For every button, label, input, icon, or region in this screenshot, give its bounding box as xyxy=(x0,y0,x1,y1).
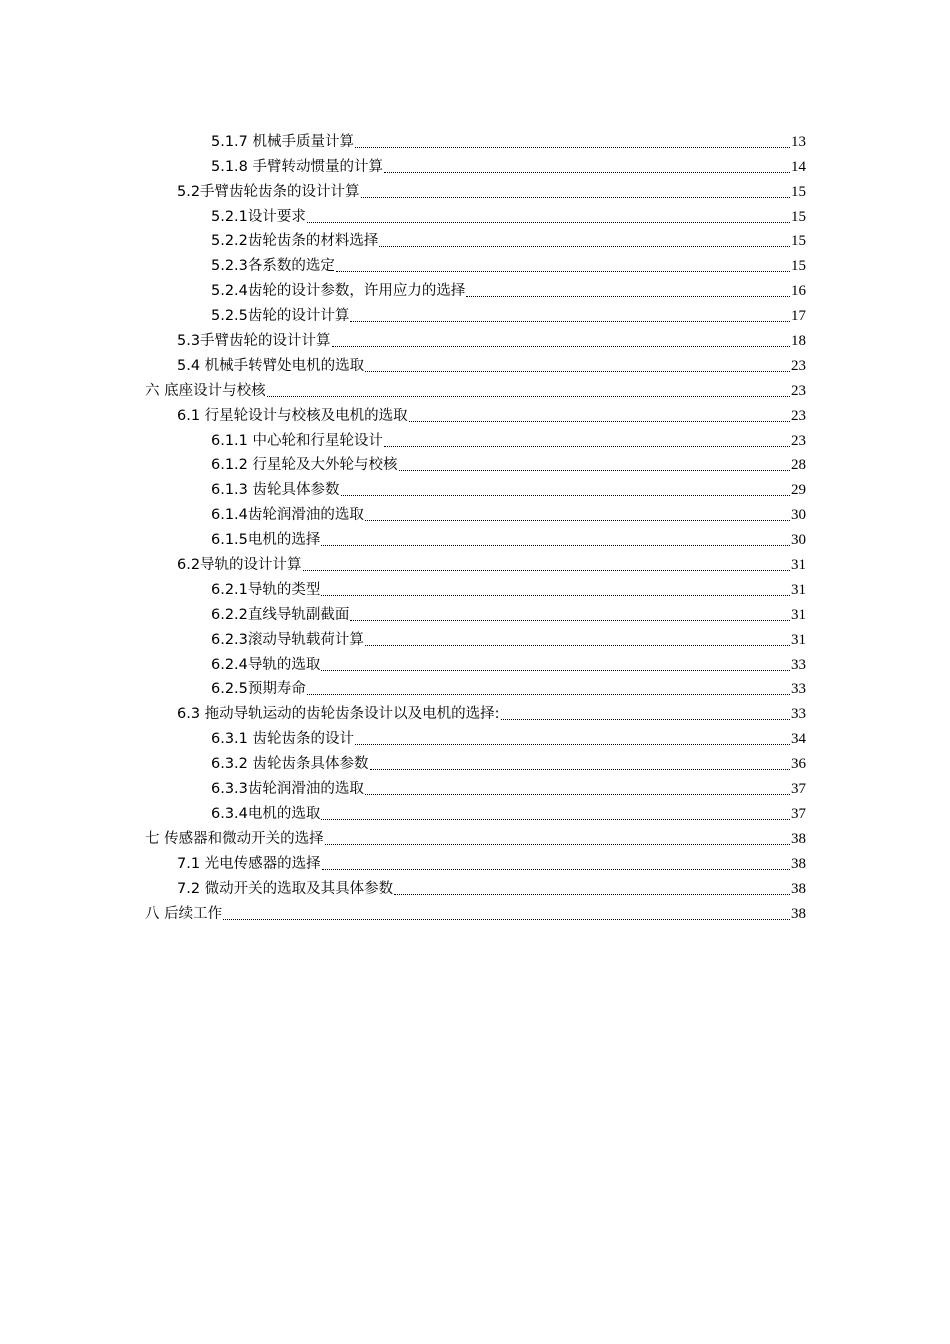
toc-entry-title: 6.2导轨的设计计算 xyxy=(177,557,302,574)
toc-entry-line xyxy=(211,748,806,773)
toc-page-number: 23 xyxy=(791,407,806,424)
toc-entry-line xyxy=(177,176,806,201)
toc-entry[interactable] xyxy=(0,499,950,524)
toc-entry-line xyxy=(211,773,806,798)
toc-page-number: 38 xyxy=(791,880,806,897)
toc-dot-leader xyxy=(332,346,790,347)
toc-entry[interactable] xyxy=(0,698,950,723)
toc-dot-leader xyxy=(365,794,790,795)
table-of-contents xyxy=(0,126,950,923)
toc-page-number: 23 xyxy=(791,432,806,449)
toc-page-number: 33 xyxy=(791,681,806,698)
toc-dot-leader xyxy=(466,296,790,297)
toc-entry-title: 5.2手臂齿轮齿条的设计计算 xyxy=(177,183,360,200)
toc-entry[interactable] xyxy=(0,450,950,475)
toc-dot-leader xyxy=(370,769,790,770)
toc-entry[interactable] xyxy=(0,350,950,375)
toc-entry-line xyxy=(211,599,806,624)
toc-dot-leader xyxy=(336,271,790,272)
toc-entry-line xyxy=(177,848,806,873)
toc-dot-leader xyxy=(365,371,790,372)
toc-dot-leader xyxy=(355,147,790,148)
toc-entry-line xyxy=(211,151,806,176)
toc-dot-leader xyxy=(355,744,790,745)
toc-entry-title: 5.4 机械手转臂处电机的选取 xyxy=(177,357,365,374)
toc-entry[interactable] xyxy=(0,425,950,450)
toc-dot-leader xyxy=(267,396,790,397)
toc-entry-title: 5.2.3各系数的选定 xyxy=(211,258,335,275)
toc-page-number: 38 xyxy=(791,830,806,847)
toc-page-number: 28 xyxy=(791,457,806,474)
toc-page-number: 37 xyxy=(791,781,806,798)
toc-entry[interactable] xyxy=(0,176,950,201)
toc-entry-title: 6.3.1 齿轮齿条的设计 xyxy=(211,731,355,748)
toc-entry-title: 七 传感器和微动开关的选择 xyxy=(145,830,324,847)
toc-entry[interactable] xyxy=(0,823,950,848)
toc-dot-leader xyxy=(350,620,790,621)
toc-page-number: 33 xyxy=(791,706,806,723)
toc-dot-leader xyxy=(365,520,790,521)
toc-page-number: 31 xyxy=(791,557,806,574)
toc-page-number: 13 xyxy=(791,133,806,150)
toc-entry[interactable] xyxy=(0,250,950,275)
toc-entry-title: 6.3.2 齿轮齿条具体参数 xyxy=(211,756,369,773)
toc-dot-leader xyxy=(361,197,790,198)
toc-entry-line xyxy=(211,300,806,325)
toc-entry[interactable] xyxy=(0,848,950,873)
toc-dot-leader xyxy=(321,670,790,671)
toc-entry-title: 6.1.3 齿轮具体参数 xyxy=(211,482,340,499)
toc-page-number: 33 xyxy=(791,656,806,673)
toc-entry-line xyxy=(211,425,806,450)
toc-entry-title: 6.1.1 中心轮和行星轮设计 xyxy=(211,432,384,449)
toc-entry[interactable] xyxy=(0,126,950,151)
toc-page-number: 31 xyxy=(791,581,806,598)
toc-entry-title: 6.2.1导轨的类型 xyxy=(211,581,321,598)
toc-entry-line xyxy=(177,400,806,425)
toc-entry-line xyxy=(211,524,806,549)
toc-dot-leader xyxy=(307,694,790,695)
toc-entry-title: 5.3手臂齿轮的设计计算 xyxy=(177,333,331,350)
toc-dot-leader xyxy=(223,919,790,920)
toc-entry-title: 八 后续工作 xyxy=(145,905,223,922)
toc-entry-line xyxy=(177,549,806,574)
toc-entry-title: 6.2.2直线导轨副截面 xyxy=(211,606,350,623)
toc-entry-title: 7.2 微动开关的选取及其具体参数 xyxy=(177,880,394,897)
toc-dot-leader xyxy=(501,719,790,720)
toc-entry-title: 5.1.8 手臂转动惯量的计算 xyxy=(211,158,384,175)
toc-entry-title: 6.3.4电机的选取 xyxy=(211,805,321,822)
toc-entry-line xyxy=(177,873,806,898)
toc-entry[interactable] xyxy=(0,798,950,823)
toc-entry-title: 6.1.2 行星轮及大外轮与校核 xyxy=(211,457,398,474)
toc-entry[interactable] xyxy=(0,226,950,251)
toc-dot-leader xyxy=(409,421,790,422)
toc-page-number: 36 xyxy=(791,756,806,773)
toc-page-number: 31 xyxy=(791,631,806,648)
toc-page-number: 23 xyxy=(791,382,806,399)
toc-dot-leader xyxy=(307,222,790,223)
toc-entry-line xyxy=(145,898,806,923)
toc-entry-title: 5.1.7 机械手质量计算 xyxy=(211,133,355,150)
toc-entry[interactable] xyxy=(0,275,950,300)
toc-entry-line xyxy=(211,450,806,475)
toc-entry[interactable] xyxy=(0,674,950,699)
toc-entry[interactable] xyxy=(0,873,950,898)
toc-entry[interactable] xyxy=(0,649,950,674)
toc-page-number: 34 xyxy=(791,731,806,748)
toc-entry-line xyxy=(211,126,806,151)
toc-entry[interactable] xyxy=(0,898,950,923)
toc-entry-title: 7.1 光电传感器的选择 xyxy=(177,855,321,872)
toc-page-number: 30 xyxy=(791,507,806,524)
toc-entry-line xyxy=(211,723,806,748)
toc-entry[interactable] xyxy=(0,574,950,599)
toc-dot-leader xyxy=(341,495,790,496)
toc-entry[interactable] xyxy=(0,300,950,325)
toc-entry-line xyxy=(211,474,806,499)
toc-page-number: 14 xyxy=(791,158,806,175)
toc-entry-line xyxy=(177,350,806,375)
toc-entry-line xyxy=(177,325,806,350)
toc-dot-leader xyxy=(384,172,790,173)
toc-entry[interactable] xyxy=(0,624,950,649)
toc-entry-title: 5.2.2齿轮齿条的材料选择 xyxy=(211,233,379,250)
toc-entry[interactable] xyxy=(0,599,950,624)
toc-entry-title: 6.2.4导轨的选取 xyxy=(211,656,321,673)
toc-entry-title: 6.3 拖动导轨运动的齿轮齿条设计以及电机的选择: xyxy=(177,706,500,723)
toc-dot-leader xyxy=(321,819,790,820)
toc-dot-leader xyxy=(365,645,790,646)
toc-dot-leader xyxy=(325,844,790,845)
toc-entry-line xyxy=(211,649,806,674)
toc-entry[interactable] xyxy=(0,549,950,574)
toc-entry[interactable] xyxy=(0,151,950,176)
toc-entry-line xyxy=(211,226,806,251)
toc-entry-title: 5.2.1设计要求 xyxy=(211,208,306,225)
toc-page-number: 31 xyxy=(791,606,806,623)
toc-page-number: 29 xyxy=(791,482,806,499)
toc-entry-title: 六 底座设计与校核 xyxy=(145,382,266,399)
toc-dot-leader xyxy=(321,595,790,596)
toc-entry-title: 6.2.5预期寿命 xyxy=(211,681,306,698)
toc-entry-title: 6.3.3齿轮润滑油的选取 xyxy=(211,781,364,798)
toc-entry-line xyxy=(211,574,806,599)
toc-entry-line xyxy=(211,250,806,275)
toc-entry[interactable] xyxy=(0,748,950,773)
toc-entry-line xyxy=(211,624,806,649)
toc-dot-leader xyxy=(384,446,790,447)
toc-entry-title: 6.1.5电机的选择 xyxy=(211,532,321,549)
toc-entry[interactable] xyxy=(0,474,950,499)
toc-entry-line xyxy=(211,275,806,300)
toc-entry[interactable] xyxy=(0,773,950,798)
toc-dot-leader xyxy=(379,246,790,247)
toc-entry-line xyxy=(177,698,806,723)
toc-dot-leader xyxy=(321,545,790,546)
toc-entry-title: 5.2.4齿轮的设计参数，许用应力的选择 xyxy=(211,283,466,300)
toc-page-number: 38 xyxy=(791,855,806,872)
toc-entry-line xyxy=(211,201,806,226)
toc-dot-leader xyxy=(394,894,790,895)
toc-dot-leader xyxy=(322,869,790,870)
toc-entry-line xyxy=(145,823,806,848)
toc-entry[interactable] xyxy=(0,201,950,226)
toc-entry[interactable] xyxy=(0,723,950,748)
toc-dot-leader xyxy=(303,570,790,571)
toc-entry-title: 5.2.5齿轮的设计计算 xyxy=(211,308,350,325)
toc-dot-leader xyxy=(350,321,790,322)
toc-page-number: 15 xyxy=(791,258,806,275)
toc-page-number: 30 xyxy=(791,532,806,549)
toc-entry-title: 6.1.4齿轮润滑油的选取 xyxy=(211,507,364,524)
toc-dot-leader xyxy=(399,470,790,471)
toc-entry-line xyxy=(211,798,806,823)
toc-entry-line xyxy=(211,674,806,699)
toc-page-number: 16 xyxy=(791,283,806,300)
toc-entry-title: 6.1 行星轮设计与校核及电机的选取 xyxy=(177,407,408,424)
toc-page-number: 15 xyxy=(791,208,806,225)
toc-entry[interactable] xyxy=(0,325,950,350)
toc-page-number: 15 xyxy=(791,183,806,200)
toc-page-number: 18 xyxy=(791,333,806,350)
toc-page-number: 23 xyxy=(791,357,806,374)
toc-entry-title: 6.2.3滚动导轨载荷计算 xyxy=(211,631,364,648)
toc-entry[interactable] xyxy=(0,375,950,400)
toc-page-number: 37 xyxy=(791,805,806,822)
toc-entry[interactable] xyxy=(0,524,950,549)
toc-page-number: 38 xyxy=(791,905,806,922)
toc-page-number: 17 xyxy=(791,308,806,325)
toc-entry[interactable] xyxy=(0,400,950,425)
toc-entry-line xyxy=(211,499,806,524)
toc-page-number: 15 xyxy=(791,233,806,250)
toc-entry-line xyxy=(145,375,806,400)
